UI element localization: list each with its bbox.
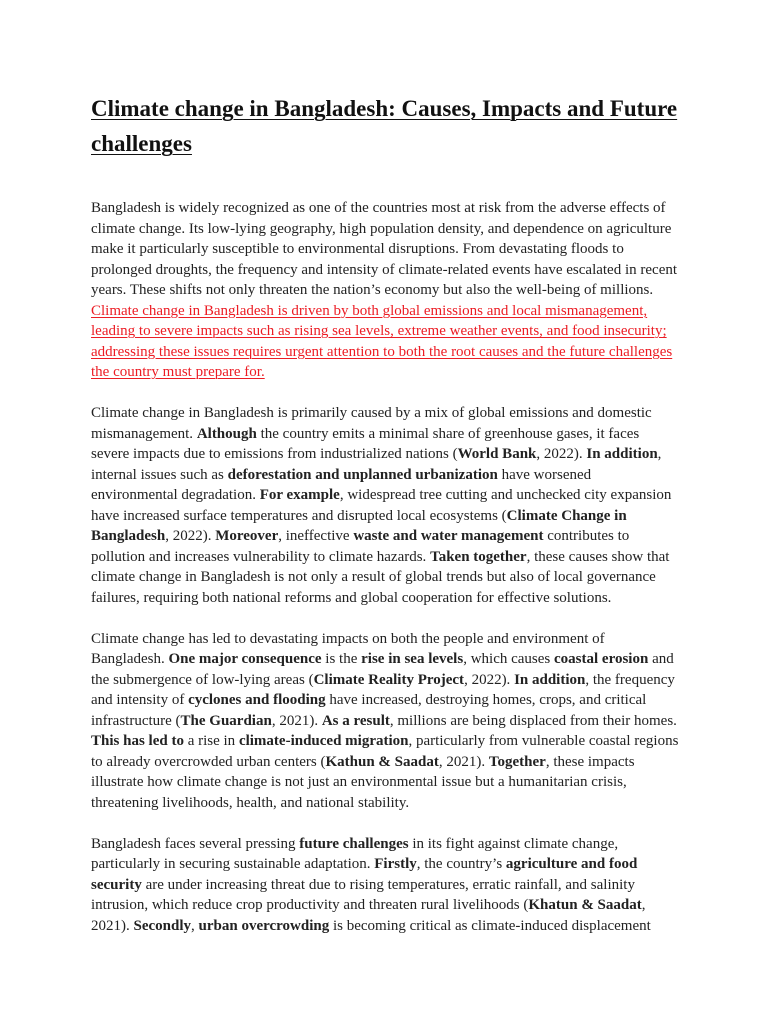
document-title: Climate change in Bangladesh: Causes, Impacts and Future challenges bbox=[91, 96, 678, 156]
bold-text-run: coastal erosion bbox=[554, 651, 649, 667]
text-run: , bbox=[191, 917, 199, 934]
text-run: Bangladesh is widely recognized as one of the countries most at risk from the adverse effects of climate change. Its low-lying geography, high population density, and dependence on agriculture make it particularly susceptible to environmental disruptions. From devastating floods to prolonged droughts, the frequency and intensity of climate-related events have escalated in recent years. These shifts not only threaten the nation’s economy but also the well-being of millions. bbox=[91, 200, 678, 298]
bold-text-run: deforestation and unplanned urbanization bbox=[227, 466, 498, 483]
bold-text-run: Although bbox=[196, 425, 257, 442]
bold-text-run: Climate Reality Project bbox=[313, 671, 465, 688]
text-run: , widespread tree cutting and unchecked city expansion have increased surface temperatures and disrupted local ecosystems ( bbox=[91, 487, 672, 524]
bold-text-run: Taken together bbox=[430, 548, 527, 565]
text-run: , 2021). bbox=[438, 753, 489, 770]
bold-text-run: For example bbox=[259, 487, 340, 503]
thesis-highlight: Climate change in Bangladesh is driven by both global emissions and local mismanagement, leading to severe impacts such as rising sea levels, extreme weather events, and food insecurity; addressing these issues requires urgent attention to both the root causes and the future challenges the country must prepare for. bbox=[91, 302, 673, 380]
paragraph-future-challenges bbox=[91, 834, 680, 937]
text-run: , 2022). bbox=[536, 446, 587, 462]
bold-text-run: In addition bbox=[514, 671, 586, 688]
bold-text-run: Firstly bbox=[374, 856, 417, 872]
bold-text-run: One major consequence bbox=[168, 651, 322, 667]
bold-text-run: The Guardian bbox=[180, 712, 272, 729]
text-run: , the country’s bbox=[416, 856, 506, 872]
text-run: , particularly from vulnerable coastal regions to already overcrowded urban centers ( bbox=[91, 733, 679, 770]
text-run: Climate change has led to devastating impacts on both the people and environment of Bangladesh. bbox=[91, 630, 605, 667]
text-run: Climate change in Bangladesh is primarily caused by a mix of global emissions and domestic mismanagement. bbox=[91, 405, 652, 442]
bold-text-run: Kathun & Saadat bbox=[325, 753, 439, 770]
bold-text-run: Together bbox=[488, 753, 546, 770]
text-run: , these causes show that climate change in Bangladesh is not only a result of global trends but also of local governance failures, requiring both national reforms and global cooperation for effective solutions. bbox=[91, 548, 670, 606]
text-run: is becoming critical as climate-induced displacement bbox=[329, 917, 651, 934]
bold-text-run: climate-induced migration bbox=[238, 733, 409, 749]
text-run: a rise in bbox=[183, 733, 239, 749]
text-run: the country emits a minimal share of greenhouse gases, it faces severe impacts due to emissions from industrialized nations ( bbox=[91, 425, 640, 462]
bold-text-run: urban overcrowding bbox=[198, 917, 330, 934]
text-run: , ineffective bbox=[278, 528, 354, 544]
text-run: , 2021). bbox=[91, 897, 646, 934]
text-run: , internal issues such as bbox=[91, 446, 662, 483]
paragraph-causes bbox=[91, 403, 680, 608]
text-run: , which causes bbox=[463, 651, 555, 667]
bold-text-run: future challenges bbox=[299, 835, 409, 852]
bold-text-run: Climate Change in Bangladesh bbox=[91, 507, 627, 544]
text-run: are under increasing threat due to rising temperatures, erratic rainfall, and salinity intrusion, which reduce crop productivity and threaten rural livelihoods ( bbox=[91, 876, 635, 913]
bold-text-run: cyclones and flooding bbox=[188, 692, 326, 708]
text-run: Bangladesh faces several pressing bbox=[91, 835, 300, 852]
text-run: , the frequency and intensity of bbox=[91, 671, 675, 708]
bold-text-run: rise in sea levels bbox=[361, 651, 464, 667]
text-run: in its fight against climate change, particularly in securing sustainable adaptation. bbox=[91, 835, 619, 872]
text-run: , millions are being displaced from their homes. bbox=[389, 712, 677, 729]
paragraph-introduction bbox=[91, 198, 680, 383]
text-run: , 2021). bbox=[271, 712, 322, 729]
bold-text-run: Khatun & Saadat bbox=[528, 897, 642, 913]
paragraph-impacts bbox=[91, 629, 680, 814]
bold-text-run: As a result bbox=[321, 712, 390, 729]
text-run: have worsened environmental degradation. bbox=[91, 466, 592, 503]
bold-text-run: Moreover bbox=[215, 528, 279, 544]
bold-text-run: Secondly bbox=[133, 917, 192, 934]
text-run: have increased, destroying homes, crops, and critical infrastructure ( bbox=[91, 692, 647, 729]
bold-text-run: In addition bbox=[586, 446, 658, 462]
text-run: contributes to pollution and increases vulnerability to climate hazards. bbox=[91, 528, 630, 565]
text-run: , 2022). bbox=[464, 671, 515, 688]
bold-text-run: World Bank bbox=[457, 446, 537, 462]
text-run: and the submergence of low-lying areas ( bbox=[91, 651, 674, 688]
bold-text-run: agriculture and food security bbox=[91, 856, 638, 893]
text-run: is the bbox=[321, 651, 362, 667]
text-run: , 2022). bbox=[165, 528, 216, 544]
bold-text-run: This has led to bbox=[91, 733, 184, 749]
text-run: , these impacts illustrate how climate change is not just an environmental issue but a humanitarian crisis, threatening livelihoods, health, and national stability. bbox=[91, 753, 635, 811]
bold-text-run: waste and water management bbox=[353, 528, 544, 544]
